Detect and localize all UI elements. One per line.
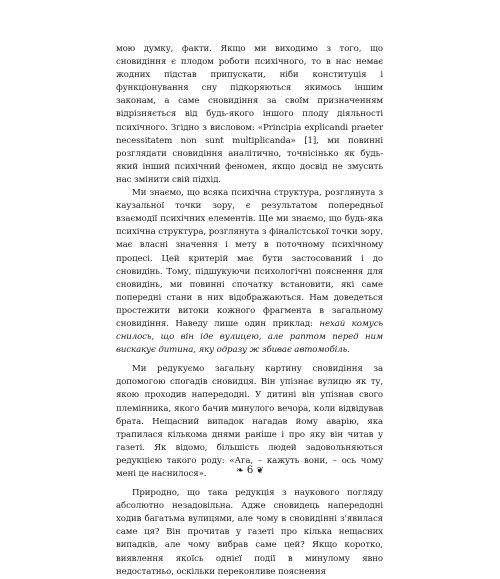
paragraph-2-italic-example: нехай комусь снилось, що він іде вулицею, але раптом перед ним вискакує дитина, яку одразу ж збиває автомобіль. bbox=[116, 318, 383, 356]
ornament-right-icon: ❦ bbox=[256, 465, 264, 476]
page-footer bbox=[0, 465, 500, 476]
paragraph-4: Природно, що така редукція з наукового погляду абсолютно незадовільна. Адже сновидець напередодні ходив багатьма вулицями, але чому в сновидінні з'явилася саме ця? Він прочитав у газеті про кілька нещасних випадків, але чому вибрав саме цей? Якщо коротко, виявлення якоїсь однієї події в минулому явно недостатньо, оскільки переконливе пояснення bbox=[116, 488, 383, 577]
body-text bbox=[116, 43, 383, 579]
paragraph-2 bbox=[116, 187, 383, 357]
paragraph-1: мою думку, факти. Якщо ми виходимо з того, що сновидіння є плодом роботи психічного, то в нас немає жодних підстав припускати, ніби конституція і функціонування сну підкоряються якимось іншим законам, а саме сновидіння за своїм призначенням відрізняється від будь-якого іншого плоду діяльності психічного. Згідно з висловом: «Principia explicandi praeter necessitatem non sunt multiplicanda» [1], ми повинні розглядати сновидіння аналітично, точнісінько як будь-який інший психічний феномен, якщо досвід не змусить нас змінити свій підхід. bbox=[116, 44, 383, 185]
paragraph-3: Ми редукуємо загальну картину сновидіння за допомогою спогадів сновидця. Він упізнає вулицю як ту, якою проходив напередодні. У дитині він упізнав свого племінника, якого бачив минулого вечора, коли відвідував брата. Нещасний випадок нагадав йому аварію, яка трапилася кількома днями раніше і про яку він читав у газеті. Як відомо, більшість людей задовольняються редукцією такого роду: «Ага, – кажуть вони, – ось чому мені це наснилося». bbox=[116, 364, 383, 479]
paragraph-2-text: Ми знаємо, що всяка психічна структура, розглянута з каузальної точки зору, є результатом попередньої взаємодії психічних елементів. Ще ми знаємо, що будь-яка психічна структура, розглянута з фіналістської точки зору, має власні значення і мету в поточному психічному процесі. Цей критерій має бути застосований і до сновидінь. Тому, підшукуючи психологічні пояснення для сновидінь, ми повинні спочатку встановити, які саме попередні стани в них відображаються. Нам доведеться простежити витоки кожного фрагмента в загальному сновидіння. Наведу лише один приклад: bbox=[116, 188, 383, 329]
ornament-left-icon: ❧ bbox=[236, 465, 244, 476]
page-number: 6 bbox=[246, 465, 254, 476]
